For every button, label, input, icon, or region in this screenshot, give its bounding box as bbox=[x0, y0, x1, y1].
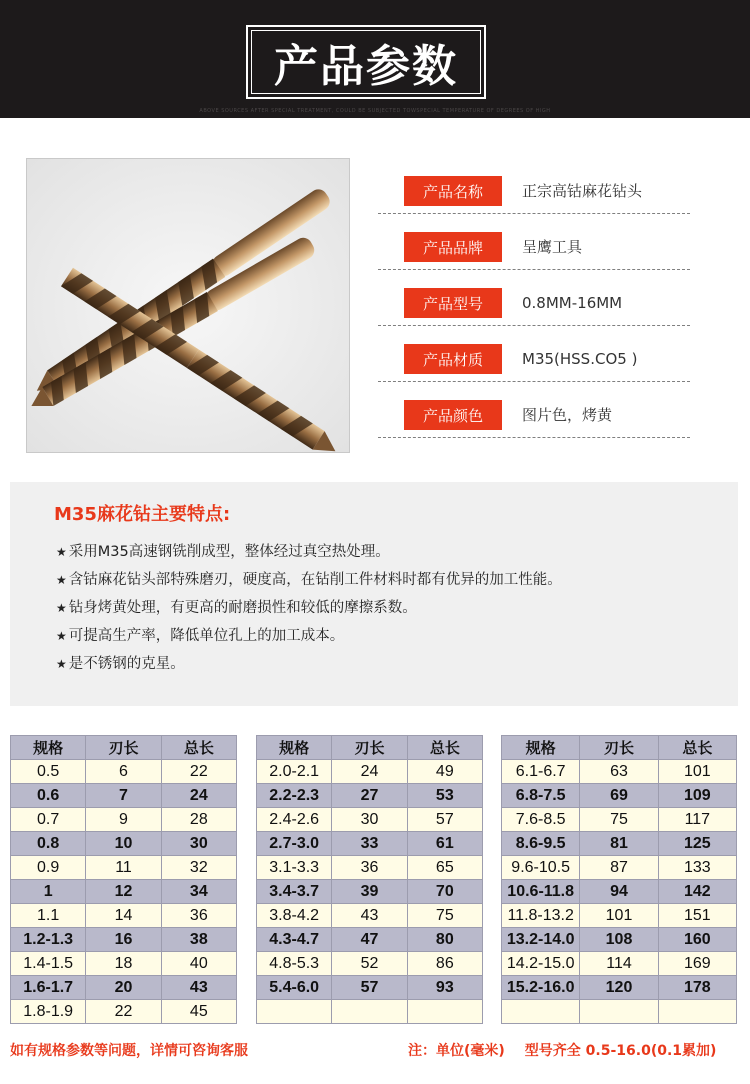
spec-total-length-cell: 80 bbox=[407, 928, 482, 952]
spec-total-length-cell: 93 bbox=[407, 976, 482, 1000]
range-note: 型号齐全 0.5-16.0(0.1累加) bbox=[524, 1043, 717, 1059]
spec-flute-length-cell: 6 bbox=[86, 760, 161, 784]
spec-flute-length-cell: 81 bbox=[580, 832, 658, 856]
spec-row bbox=[11, 832, 237, 856]
spec-row bbox=[502, 808, 737, 832]
spec-flute-length-cell: 75 bbox=[580, 808, 658, 832]
spec-flute-length-cell: 22 bbox=[86, 1000, 161, 1024]
spec-total-length-cell: 57 bbox=[407, 808, 482, 832]
spec-flute-length-cell: 101 bbox=[580, 904, 658, 928]
spec-table-3 bbox=[501, 735, 737, 1024]
header-total-length: 总长 bbox=[658, 736, 736, 760]
star-icon: ★ bbox=[56, 629, 67, 643]
spec-flute-length-cell: 33 bbox=[332, 832, 407, 856]
spec-row bbox=[11, 904, 237, 928]
param-value: M35(HSS.CO5 ) bbox=[522, 350, 638, 368]
spec-flute-length-cell: 69 bbox=[580, 784, 658, 808]
spec-row bbox=[257, 784, 483, 808]
param-row-material bbox=[378, 326, 690, 382]
spec-row bbox=[257, 976, 483, 1000]
spec-flute-length-cell: 52 bbox=[332, 952, 407, 976]
spec-flute-length-cell: 47 bbox=[332, 928, 407, 952]
param-label: 产品材质 bbox=[404, 344, 502, 374]
spec-row bbox=[502, 976, 737, 1000]
feature-text: 含钴麻花钻头部特殊磨刃，硬度高，在钻削工件材料时都有优异的加工性能。 bbox=[68, 572, 562, 588]
spec-total-length-cell: 61 bbox=[407, 832, 482, 856]
feature-item bbox=[56, 652, 562, 680]
spec-row bbox=[502, 880, 737, 904]
param-label: 产品名称 bbox=[404, 176, 502, 206]
title-frame bbox=[246, 25, 486, 99]
spec-row bbox=[257, 952, 483, 976]
header-size: 规格 bbox=[11, 736, 86, 760]
spec-flute-length-cell: 10 bbox=[86, 832, 161, 856]
spec-row bbox=[11, 808, 237, 832]
feature-item bbox=[56, 596, 562, 624]
spec-size-cell: 0.9 bbox=[11, 856, 86, 880]
spec-row bbox=[11, 760, 237, 784]
star-icon: ★ bbox=[56, 573, 67, 587]
unit-note: 注：单位(毫米) bbox=[408, 1043, 505, 1059]
spec-total-length-cell: 70 bbox=[407, 880, 482, 904]
spec-row bbox=[11, 976, 237, 1000]
spec-total-length-cell: 45 bbox=[161, 1000, 236, 1024]
spec-size-cell: 15.2-16.0 bbox=[502, 976, 580, 1000]
customer-service-note: 如有规格参数等问题，详情可咨询客服 bbox=[10, 1043, 248, 1059]
feature-text: 采用M35高速钢铣削成型，整体经过真空热处理。 bbox=[68, 544, 390, 560]
spec-row bbox=[257, 880, 483, 904]
spec-total-length-cell: 160 bbox=[658, 928, 736, 952]
spec-row bbox=[257, 904, 483, 928]
param-row-name bbox=[378, 158, 690, 214]
spec-total-length-cell: 178 bbox=[658, 976, 736, 1000]
spec-size-cell: 0.5 bbox=[11, 760, 86, 784]
spec-size-cell: 1.1 bbox=[11, 904, 86, 928]
spec-total-length-cell: 65 bbox=[407, 856, 482, 880]
spec-table-2 bbox=[256, 735, 483, 1024]
spec-total-length-cell: 151 bbox=[658, 904, 736, 928]
spec-flute-length-cell bbox=[332, 1000, 407, 1024]
spec-size-cell: 1.6-1.7 bbox=[11, 976, 86, 1000]
header-size: 规格 bbox=[502, 736, 580, 760]
spec-row bbox=[257, 760, 483, 784]
spec-flute-length-cell: 87 bbox=[580, 856, 658, 880]
spec-row bbox=[257, 856, 483, 880]
param-label: 产品颜色 bbox=[404, 400, 502, 430]
spec-size-cell: 0.8 bbox=[11, 832, 86, 856]
spec-row bbox=[11, 856, 237, 880]
spec-flute-length-cell: 108 bbox=[580, 928, 658, 952]
spec-size-cell: 11.8-13.2 bbox=[502, 904, 580, 928]
spec-total-length-cell: 49 bbox=[407, 760, 482, 784]
spec-total-length-cell: 53 bbox=[407, 784, 482, 808]
spec-row bbox=[257, 808, 483, 832]
header-flute-length: 刃长 bbox=[86, 736, 161, 760]
spec-header-row bbox=[257, 736, 483, 760]
spec-size-cell: 1 bbox=[11, 880, 86, 904]
spec-size-cell: 5.4-6.0 bbox=[257, 976, 332, 1000]
header-size: 规格 bbox=[257, 736, 332, 760]
feature-text: 是不锈钢的克星。 bbox=[68, 656, 185, 672]
header-banner bbox=[0, 0, 750, 118]
header-flute-length: 刃长 bbox=[580, 736, 658, 760]
product-parameters bbox=[378, 158, 690, 438]
spec-table-1 bbox=[10, 735, 237, 1024]
feature-item bbox=[56, 624, 562, 652]
star-icon: ★ bbox=[56, 545, 67, 559]
spec-total-length-cell: 109 bbox=[658, 784, 736, 808]
spec-size-cell: 2.0-2.1 bbox=[257, 760, 332, 784]
spec-flute-length-cell: 57 bbox=[332, 976, 407, 1000]
param-row-brand bbox=[378, 214, 690, 270]
spec-flute-length-cell: 11 bbox=[86, 856, 161, 880]
spec-row bbox=[11, 952, 237, 976]
spec-size-cell: 7.6-8.5 bbox=[502, 808, 580, 832]
spec-size-cell: 2.2-2.3 bbox=[257, 784, 332, 808]
star-icon: ★ bbox=[56, 657, 67, 671]
spec-size-cell: 8.6-9.5 bbox=[502, 832, 580, 856]
banner-tagline: ABOVE SOURCES AFTER SPECIAL TREATMENT, COULD BE SUBJECTED TOWSPECIAL TEMPERATURE OF DEGREES OF HIGH bbox=[199, 108, 551, 114]
spec-total-length-cell: 28 bbox=[161, 808, 236, 832]
spec-row bbox=[257, 928, 483, 952]
spec-flute-length-cell: 27 bbox=[332, 784, 407, 808]
drill-bits-illustration bbox=[27, 159, 349, 452]
spec-size-cell bbox=[257, 1000, 332, 1024]
spec-flute-length-cell: 7 bbox=[86, 784, 161, 808]
spec-total-length-cell: 38 bbox=[161, 928, 236, 952]
param-value: 0.8MM-16MM bbox=[522, 294, 623, 312]
spec-row bbox=[502, 928, 737, 952]
spec-total-length-cell: 117 bbox=[658, 808, 736, 832]
spec-row bbox=[11, 880, 237, 904]
spec-size-cell: 14.2-15.0 bbox=[502, 952, 580, 976]
spec-flute-length-cell: 12 bbox=[86, 880, 161, 904]
spec-size-cell: 13.2-14.0 bbox=[502, 928, 580, 952]
spec-total-length-cell: 86 bbox=[407, 952, 482, 976]
spec-row bbox=[502, 832, 737, 856]
spec-size-cell: 1.8-1.9 bbox=[11, 1000, 86, 1024]
spec-flute-length-cell: 20 bbox=[86, 976, 161, 1000]
spec-total-length-cell: 34 bbox=[161, 880, 236, 904]
spec-total-length-cell bbox=[407, 1000, 482, 1024]
spec-flute-length-cell: 39 bbox=[332, 880, 407, 904]
spec-row bbox=[502, 760, 737, 784]
features-panel bbox=[10, 482, 738, 706]
spec-flute-length-cell: 30 bbox=[332, 808, 407, 832]
feature-item bbox=[56, 540, 562, 568]
spec-flute-length-cell: 9 bbox=[86, 808, 161, 832]
spec-size-cell: 4.8-5.3 bbox=[257, 952, 332, 976]
spec-size-cell: 1.4-1.5 bbox=[11, 952, 86, 976]
product-photo bbox=[26, 158, 350, 453]
feature-text: 可提高生产率，降低单位孔上的加工成本。 bbox=[68, 628, 345, 644]
spec-total-length-cell: 43 bbox=[161, 976, 236, 1000]
param-label: 产品型号 bbox=[404, 288, 502, 318]
spec-flute-length-cell: 36 bbox=[332, 856, 407, 880]
spec-header-row bbox=[502, 736, 737, 760]
features-title: M35麻花钻主要特点: bbox=[54, 504, 231, 525]
spec-total-length-cell: 169 bbox=[658, 952, 736, 976]
spec-size-cell: 10.6-11.8 bbox=[502, 880, 580, 904]
spec-flute-length-cell: 24 bbox=[332, 760, 407, 784]
param-value: 图片色，烤黄 bbox=[522, 406, 613, 424]
features-list bbox=[56, 540, 562, 680]
spec-size-cell: 2.7-3.0 bbox=[257, 832, 332, 856]
feature-item bbox=[56, 568, 562, 596]
spec-row bbox=[11, 928, 237, 952]
param-label: 产品品牌 bbox=[404, 232, 502, 262]
spec-flute-length-cell bbox=[580, 1000, 658, 1024]
spec-row bbox=[502, 856, 737, 880]
spec-size-cell: 0.7 bbox=[11, 808, 86, 832]
spec-row bbox=[257, 832, 483, 856]
spec-total-length-cell: 75 bbox=[407, 904, 482, 928]
spec-row bbox=[502, 1000, 737, 1024]
spec-total-length-cell: 30 bbox=[161, 832, 236, 856]
spec-flute-length-cell: 14 bbox=[86, 904, 161, 928]
spec-total-length-cell: 125 bbox=[658, 832, 736, 856]
spec-total-length-cell: 101 bbox=[658, 760, 736, 784]
spec-size-cell: 1.2-1.3 bbox=[11, 928, 86, 952]
star-icon: ★ bbox=[56, 601, 67, 615]
spec-flute-length-cell: 120 bbox=[580, 976, 658, 1000]
spec-flute-length-cell: 94 bbox=[580, 880, 658, 904]
spec-row bbox=[502, 904, 737, 928]
spec-flute-length-cell: 63 bbox=[580, 760, 658, 784]
param-row-model bbox=[378, 270, 690, 326]
spec-flute-length-cell: 43 bbox=[332, 904, 407, 928]
param-value: 呈鹰工具 bbox=[522, 238, 583, 256]
header-total-length: 总长 bbox=[407, 736, 482, 760]
spec-total-length-cell: 133 bbox=[658, 856, 736, 880]
spec-total-length-cell: 32 bbox=[161, 856, 236, 880]
spec-row bbox=[502, 952, 737, 976]
spec-size-cell: 3.1-3.3 bbox=[257, 856, 332, 880]
feature-text: 钻身烤黄处理，有更高的耐磨损性和较低的摩擦系数。 bbox=[68, 600, 417, 616]
spec-row bbox=[11, 784, 237, 808]
spec-flute-length-cell: 114 bbox=[580, 952, 658, 976]
header-total-length: 总长 bbox=[161, 736, 236, 760]
spec-size-cell: 3.8-4.2 bbox=[257, 904, 332, 928]
spec-size-cell: 9.6-10.5 bbox=[502, 856, 580, 880]
spec-size-cell: 3.4-3.7 bbox=[257, 880, 332, 904]
spec-size-cell: 2.4-2.6 bbox=[257, 808, 332, 832]
param-value: 正宗高钴麻花钻头 bbox=[522, 182, 643, 200]
spec-total-length-cell: 36 bbox=[161, 904, 236, 928]
spec-size-cell: 6.1-6.7 bbox=[502, 760, 580, 784]
spec-total-length-cell: 24 bbox=[161, 784, 236, 808]
spec-flute-length-cell: 18 bbox=[86, 952, 161, 976]
param-row-color bbox=[378, 382, 690, 438]
spec-total-length-cell: 22 bbox=[161, 760, 236, 784]
spec-total-length-cell: 40 bbox=[161, 952, 236, 976]
spec-total-length-cell: 142 bbox=[658, 880, 736, 904]
spec-row bbox=[502, 784, 737, 808]
page-title: 产品参数 bbox=[251, 30, 481, 94]
spec-flute-length-cell: 16 bbox=[86, 928, 161, 952]
spec-size-cell: 4.3-4.7 bbox=[257, 928, 332, 952]
spec-header-row bbox=[11, 736, 237, 760]
spec-row bbox=[257, 1000, 483, 1024]
spec-size-cell bbox=[502, 1000, 580, 1024]
header-flute-length: 刃长 bbox=[332, 736, 407, 760]
spec-size-cell: 0.6 bbox=[11, 784, 86, 808]
unit-range-note bbox=[408, 1040, 716, 1060]
spec-total-length-cell bbox=[658, 1000, 736, 1024]
spec-row bbox=[11, 1000, 237, 1024]
spec-size-cell: 6.8-7.5 bbox=[502, 784, 580, 808]
